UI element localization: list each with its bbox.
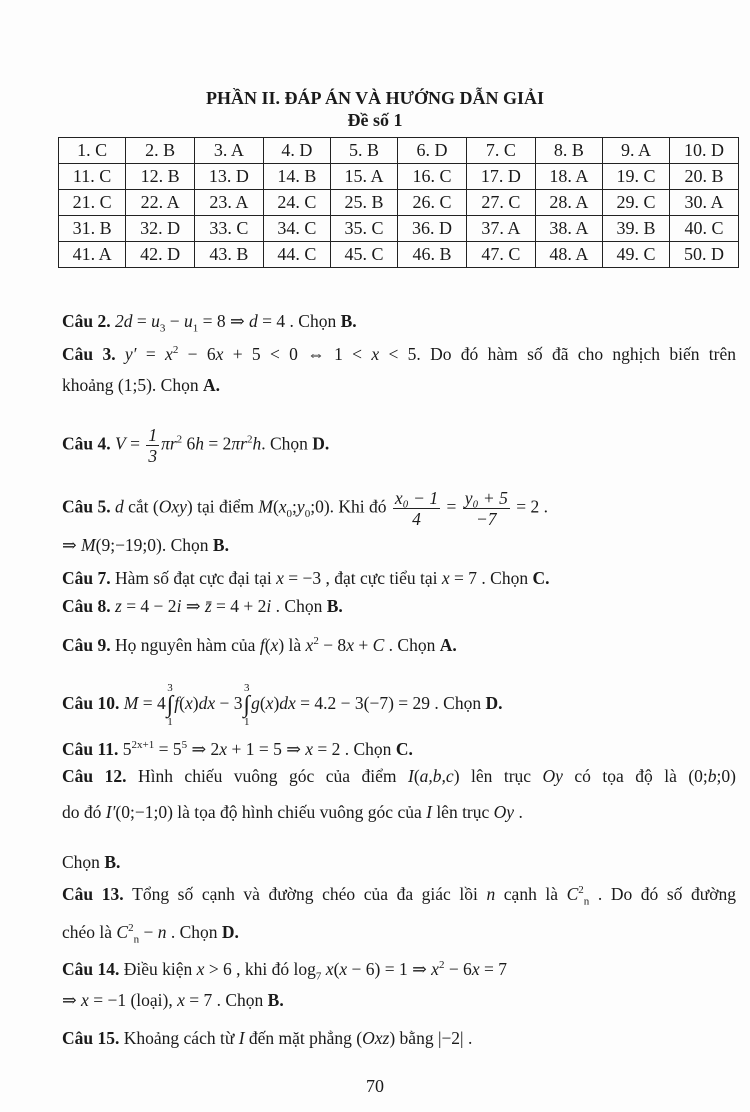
text: Họ nguyên hàm của bbox=[115, 634, 260, 655]
answer-key-table bbox=[58, 137, 739, 268]
text: . Do đó số đường bbox=[589, 883, 737, 904]
text: 5 bbox=[181, 739, 188, 751]
text: − 6) = 1 ⇒ bbox=[347, 958, 432, 979]
math-symbol: M bbox=[123, 693, 139, 714]
math-symbol: x bbox=[441, 568, 450, 588]
integral bbox=[167, 682, 174, 728]
text: Chọn bbox=[62, 852, 105, 872]
text: ) bbox=[192, 693, 199, 714]
math-symbol: b bbox=[707, 766, 717, 786]
math-symbol: a,b,c bbox=[419, 766, 454, 786]
bold-text: Câu 4. bbox=[62, 433, 115, 454]
text: = bbox=[125, 433, 145, 454]
text: chéo là bbox=[62, 921, 117, 942]
text: . Chọn bbox=[384, 634, 440, 655]
text: = 4 + 2 bbox=[211, 596, 267, 616]
text: = 4 . Chọn bbox=[257, 311, 341, 331]
math-symbol: x bbox=[265, 693, 274, 714]
math-symbol: y′ bbox=[124, 343, 137, 364]
answer-row bbox=[59, 242, 739, 268]
answer-cell: 10. D bbox=[670, 138, 739, 164]
math-symbol: M bbox=[81, 535, 96, 555]
solution-line bbox=[62, 766, 736, 786]
answer-cell: 46. B bbox=[398, 242, 467, 268]
math-symbol: z̄ bbox=[204, 596, 212, 616]
bold-text: B. bbox=[212, 535, 229, 555]
answer-cell: 16. C bbox=[398, 164, 467, 190]
answer-cell: 28. A bbox=[535, 190, 602, 216]
answer-cell: 19. C bbox=[602, 164, 669, 190]
bold-text: Câu 8. bbox=[62, 596, 115, 616]
text: ⇒ 2 bbox=[187, 738, 220, 759]
text: do đó bbox=[62, 802, 106, 822]
math-symbol: Oy bbox=[493, 802, 515, 822]
answer-cell: 7. C bbox=[466, 138, 535, 164]
text: > 6 , khi đó log bbox=[204, 958, 316, 979]
text: lên trục bbox=[431, 802, 494, 822]
math-symbol: x bbox=[276, 568, 284, 588]
text: ( bbox=[272, 496, 279, 517]
solution-line bbox=[62, 488, 736, 529]
math-symbol: x bbox=[196, 958, 205, 979]
answer-cell: 42. D bbox=[126, 242, 195, 268]
text: 2 bbox=[128, 922, 134, 934]
text: = 5 bbox=[154, 738, 182, 759]
math-symbol: x bbox=[305, 634, 314, 655]
denominator: 3 bbox=[148, 446, 158, 466]
math-symbol: i bbox=[176, 596, 182, 616]
math-symbol: πr bbox=[231, 433, 247, 454]
answer-cell: 24. C bbox=[263, 190, 330, 216]
math-symbol: x bbox=[471, 958, 480, 979]
math-symbol: dx bbox=[279, 693, 296, 714]
text: ) bbox=[273, 693, 280, 714]
answer-cell: 34. C bbox=[263, 216, 330, 242]
text: n bbox=[583, 895, 590, 908]
answer-cell: 4. D bbox=[263, 138, 330, 164]
math-symbol: C bbox=[566, 883, 579, 904]
text: . Chọn bbox=[261, 433, 313, 454]
text: 6 bbox=[182, 433, 196, 454]
answer-cell: 30. A bbox=[670, 190, 739, 216]
text: cắt ( bbox=[123, 496, 159, 517]
text: = bbox=[132, 311, 152, 331]
integral-sign: ∫ bbox=[243, 692, 251, 718]
math-symbol: d bbox=[249, 311, 258, 331]
text: Hàm số đạt cực đại tại bbox=[115, 568, 277, 588]
integral bbox=[244, 682, 251, 728]
bold-text: Câu 13. bbox=[62, 883, 133, 904]
math-symbol: I bbox=[408, 766, 414, 786]
answer-cell: 38. A bbox=[535, 216, 602, 242]
answer-row bbox=[59, 216, 739, 242]
text: + 5 < 0 ⇔ 1 < bbox=[223, 343, 372, 364]
text: 0 bbox=[286, 508, 293, 521]
answer-cell: 37. A bbox=[466, 216, 535, 242]
text: ( bbox=[333, 958, 340, 979]
math-symbol: f bbox=[259, 634, 265, 655]
solution-line bbox=[62, 340, 736, 364]
text: đến mặt phẳng ( bbox=[244, 1028, 363, 1048]
lower-limit: 1 bbox=[244, 716, 250, 728]
bold-text: B. bbox=[104, 852, 121, 872]
text: n bbox=[133, 933, 140, 946]
solution-line bbox=[62, 802, 736, 822]
text: Khoảng cách từ bbox=[123, 1028, 239, 1048]
text: < 5. Do đó hàm số đã cho nghịch biến trên bbox=[379, 343, 737, 364]
bold-text: B. bbox=[340, 311, 357, 331]
text: 7 bbox=[315, 970, 322, 983]
exam-subheading: Đề số 1 bbox=[347, 110, 403, 130]
solution-line bbox=[62, 880, 736, 911]
math-symbol: C bbox=[372, 634, 385, 655]
text: − 3 bbox=[215, 693, 243, 714]
bold-text: D. bbox=[221, 921, 239, 942]
solution-line bbox=[62, 852, 736, 872]
math-symbol: x bbox=[325, 958, 334, 979]
answer-cell: 48. A bbox=[535, 242, 602, 268]
answer-cell: 8. B bbox=[535, 138, 602, 164]
solution-line bbox=[62, 425, 736, 466]
answer-cell: 32. D bbox=[126, 216, 195, 242]
text: + 1 = 5 ⇒ bbox=[227, 738, 306, 759]
solution-line bbox=[62, 535, 736, 555]
bold-text: D. bbox=[312, 433, 330, 454]
denominator: 4 bbox=[412, 509, 421, 529]
text: = 2 . bbox=[511, 496, 548, 517]
upper-limit: 3 bbox=[167, 682, 173, 694]
bold-text: A. bbox=[202, 375, 220, 395]
text: = bbox=[136, 343, 166, 364]
text: 2 bbox=[246, 433, 253, 446]
text: ) tại điểm bbox=[186, 496, 259, 517]
text: . bbox=[514, 802, 523, 822]
bold-text: Câu 11. bbox=[62, 738, 123, 759]
text: − bbox=[165, 311, 184, 331]
bold-text: Câu 12. bbox=[62, 766, 138, 786]
answer-cell: 1. C bbox=[59, 138, 126, 164]
math-symbol: x bbox=[165, 343, 173, 364]
text: = 7 . Chọn bbox=[449, 568, 533, 588]
math-symbol: x bbox=[305, 738, 314, 759]
answer-cell: 29. C bbox=[602, 190, 669, 216]
bold-text: B. bbox=[267, 990, 284, 1010]
math-symbol: f bbox=[174, 693, 180, 714]
text: − bbox=[139, 921, 158, 942]
text: cạnh là bbox=[495, 883, 567, 904]
bold-text: C. bbox=[532, 568, 550, 588]
integral-sign: ∫ bbox=[166, 692, 174, 718]
lower-limit: 1 bbox=[167, 716, 173, 728]
text: ) là bbox=[278, 634, 306, 655]
text: = −3 , đạt cực tiểu tại bbox=[283, 568, 442, 588]
answer-cell: 2. B bbox=[126, 138, 195, 164]
math-symbol: V bbox=[115, 433, 126, 454]
answer-cell: 17. D bbox=[466, 164, 535, 190]
text: = 4 − 2 bbox=[121, 596, 177, 616]
text: 3 bbox=[159, 322, 166, 335]
fraction bbox=[463, 488, 510, 529]
math-symbol: x bbox=[219, 738, 228, 759]
text: 2 bbox=[438, 959, 445, 971]
answer-cell: 49. C bbox=[602, 242, 669, 268]
bold-text: Câu 9. bbox=[62, 634, 115, 655]
text: 2 bbox=[172, 344, 179, 356]
text: ( bbox=[179, 693, 185, 714]
answer-cell: 45. C bbox=[330, 242, 397, 268]
text: − 6 bbox=[178, 343, 216, 364]
text: ) lên trục bbox=[453, 766, 543, 786]
math-symbol: u bbox=[184, 311, 193, 331]
text: ;0) bbox=[716, 766, 736, 786]
answer-cell: 39. B bbox=[602, 216, 669, 242]
numerator: x₀ − 1 bbox=[394, 488, 439, 508]
solution-line bbox=[62, 596, 736, 616]
math-symbol: x bbox=[431, 958, 439, 979]
math-symbol: n bbox=[486, 883, 496, 904]
answer-cell: 18. A bbox=[535, 164, 602, 190]
text: . Chọn bbox=[166, 921, 222, 942]
answer-cell: 13. D bbox=[194, 164, 263, 190]
math-symbol: x bbox=[371, 343, 380, 364]
math-symbol: n bbox=[157, 921, 167, 942]
solution-line bbox=[62, 311, 736, 339]
answer-cell: 22. A bbox=[126, 190, 195, 216]
solution-line bbox=[62, 955, 736, 986]
text: (9;−19;0). Chọn bbox=[95, 535, 213, 555]
answer-cell: 35. C bbox=[330, 216, 397, 242]
math-symbol: h bbox=[195, 433, 205, 454]
denominator: −7 bbox=[476, 509, 497, 529]
text: Tổng số cạnh và đường chéo của đa giác lồi bbox=[132, 883, 487, 904]
text: = −1 (loại), bbox=[88, 990, 178, 1010]
solution-line bbox=[62, 990, 736, 1010]
answer-cell: 6. D bbox=[398, 138, 467, 164]
math-symbol: x bbox=[184, 693, 193, 714]
math-symbol: Oy bbox=[542, 766, 563, 786]
answer-cell: 12. B bbox=[126, 164, 195, 190]
solution-line bbox=[62, 1028, 736, 1048]
text: (0;−1;0) là tọa độ hình chiếu vuông góc của bbox=[115, 802, 427, 822]
answer-cell: 3. A bbox=[194, 138, 263, 164]
numerator: 1 bbox=[148, 425, 158, 445]
answer-row bbox=[59, 138, 739, 164]
section-heading: PHẦN II. ĐÁP ÁN VÀ HƯỚNG DẪN GIẢI bbox=[205, 88, 544, 108]
answer-cell: 9. A bbox=[602, 138, 669, 164]
bold-text: Câu 7. bbox=[62, 568, 115, 588]
math-symbol: y bbox=[296, 496, 305, 517]
math-symbol: x bbox=[270, 634, 279, 655]
text: 2 bbox=[313, 635, 319, 647]
page-number: 70 bbox=[366, 1076, 384, 1096]
math-symbol: Oxz bbox=[362, 1028, 390, 1048]
solution-line bbox=[62, 682, 736, 728]
math-symbol: I bbox=[238, 1028, 245, 1048]
math-symbol: I′ bbox=[105, 802, 116, 822]
math-symbol: I bbox=[426, 802, 432, 822]
text: = 2 . Chọn bbox=[313, 738, 396, 759]
text: 2 bbox=[176, 433, 183, 446]
text: − 6 bbox=[444, 958, 472, 979]
answer-cell: 11. C bbox=[59, 164, 126, 190]
text: 2 bbox=[578, 884, 584, 896]
text: ( bbox=[259, 693, 266, 714]
bold-text: D. bbox=[485, 693, 503, 714]
text: = bbox=[442, 496, 461, 517]
math-symbol: x bbox=[215, 343, 224, 364]
bold-text: B. bbox=[326, 596, 343, 616]
text: + bbox=[353, 634, 373, 655]
bold-text: C. bbox=[395, 738, 413, 759]
answer-cell: 50. D bbox=[670, 242, 739, 268]
answer-cell: 20. B bbox=[670, 164, 739, 190]
text: ( bbox=[264, 634, 271, 655]
math-symbol: dx bbox=[198, 693, 216, 714]
answer-cell: 40. C bbox=[670, 216, 739, 242]
math-symbol: h bbox=[252, 433, 262, 454]
answer-cell: 36. D bbox=[398, 216, 467, 242]
text: Hình chiếu vuông góc của điểm bbox=[137, 766, 408, 786]
math-symbol: d bbox=[115, 496, 124, 517]
upper-limit: 3 bbox=[244, 682, 250, 694]
bold-text: Câu 15. bbox=[62, 1028, 124, 1048]
answer-cell: 44. C bbox=[263, 242, 330, 268]
solution-line bbox=[62, 568, 736, 588]
math-symbol: u bbox=[151, 311, 160, 331]
text: = 4.2 − 3(−7) = 29 . Chọn bbox=[295, 693, 486, 714]
answer-cell: 31. B bbox=[59, 216, 126, 242]
solution-line bbox=[62, 918, 736, 949]
answer-cell: 41. A bbox=[59, 242, 126, 268]
answer-cell: 27. C bbox=[466, 190, 535, 216]
text: ; bbox=[292, 496, 297, 517]
math-symbol: g bbox=[251, 693, 260, 714]
solution-line bbox=[62, 735, 736, 759]
text: có tọa độ là (0; bbox=[562, 766, 708, 786]
answer-row bbox=[59, 190, 739, 216]
math-symbol: x bbox=[346, 634, 354, 655]
answer-cell: 47. C bbox=[466, 242, 535, 268]
answer-cell: 25. B bbox=[330, 190, 397, 216]
bold-text: Câu 3. bbox=[62, 343, 125, 364]
text: ⇒ bbox=[181, 596, 205, 616]
text: − 8 bbox=[318, 634, 347, 655]
solution-line bbox=[62, 375, 736, 395]
answer-row bbox=[59, 164, 739, 190]
bold-text: Câu 14. bbox=[62, 958, 124, 979]
text: 1 bbox=[192, 322, 199, 335]
math-symbol: x bbox=[339, 958, 348, 979]
text: Điều kiện bbox=[123, 958, 197, 979]
answer-cell: 23. A bbox=[194, 190, 263, 216]
answer-cell: 33. C bbox=[194, 216, 263, 242]
math-symbol: x bbox=[81, 990, 89, 1010]
answer-cell: 26. C bbox=[398, 190, 467, 216]
text: = 2 bbox=[204, 433, 232, 454]
answer-cell: 15. A bbox=[330, 164, 397, 190]
answer-cell: 14. B bbox=[263, 164, 330, 190]
text: = 7 bbox=[479, 958, 507, 979]
math-symbol: C bbox=[116, 921, 129, 942]
text: 5 bbox=[122, 738, 132, 759]
fraction bbox=[146, 425, 159, 466]
text: 2x+1 bbox=[131, 739, 155, 751]
math-symbol: z bbox=[115, 596, 122, 616]
text: . Chọn bbox=[271, 596, 327, 616]
bold-text: A. bbox=[439, 634, 457, 655]
bold-text: Câu 10. bbox=[62, 693, 124, 714]
answer-cell: 21. C bbox=[59, 190, 126, 216]
answer-cell: 43. B bbox=[194, 242, 263, 268]
text: ) bằng |−2| . bbox=[389, 1028, 473, 1048]
text: = 8 ⇒ bbox=[198, 311, 250, 331]
math-symbol: x bbox=[278, 496, 287, 517]
math-symbol: M bbox=[258, 496, 273, 517]
math-symbol: 2d bbox=[115, 311, 133, 331]
text: ⇒ bbox=[62, 990, 82, 1010]
text: ;0). Khi đó bbox=[310, 496, 391, 517]
fraction bbox=[393, 488, 440, 529]
text: khoảng (1;5). Chọn bbox=[62, 375, 203, 395]
math-symbol: Oxy bbox=[158, 496, 187, 517]
text: ( bbox=[413, 766, 420, 786]
solution-line bbox=[62, 631, 736, 655]
text: = 7 . Chọn bbox=[184, 990, 268, 1010]
bold-text: Câu 2. bbox=[62, 311, 115, 331]
numerator: y₀ + 5 bbox=[464, 488, 508, 508]
text: 0 bbox=[304, 508, 311, 521]
answer-cell: 5. B bbox=[330, 138, 397, 164]
math-symbol: x bbox=[177, 990, 185, 1010]
text: = 4 bbox=[138, 693, 166, 714]
math-symbol: i bbox=[266, 596, 272, 616]
text: ⇒ bbox=[62, 535, 82, 555]
math-symbol: πr bbox=[161, 433, 177, 454]
bold-text: Câu 5. bbox=[62, 496, 115, 517]
